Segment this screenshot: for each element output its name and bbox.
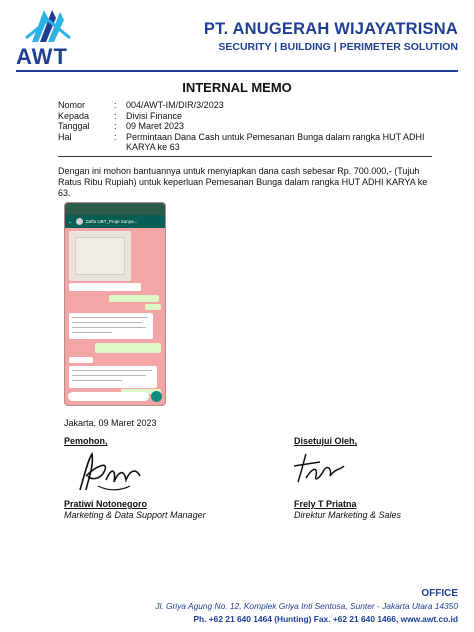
memo-title: INTERNAL MEMO xyxy=(182,80,292,95)
phone-status-bar xyxy=(65,203,165,215)
office-contact: Ph. +62 21 640 1464 (Hunting) Fax. +62 21 640 1466, www.awt.co.id xyxy=(193,614,458,624)
company-name: PT. ANUGERAH WIJAYATRISNA xyxy=(203,20,458,38)
chat-image-message xyxy=(69,231,131,281)
logo-text: AWT xyxy=(16,44,68,69)
chat-message xyxy=(109,295,159,302)
meta-label: Kepada xyxy=(58,110,90,121)
chat-header xyxy=(65,215,165,228)
approver-role: Direktur Marketing & Sales xyxy=(294,510,402,520)
memo-body: Dengan ini mohon bantuannya untuk menyiapkan dana cash sebesar Rp. 700.000,- (Tujuh Ratus Ribu Rupiah) untuk keperluan Pemesanan Bunga dalam rangka HUT ADHI KARYA ke 63. xyxy=(58,166,428,198)
flower-card-photo xyxy=(75,237,125,275)
header-divider xyxy=(16,70,458,72)
meta-label: Nomor xyxy=(58,100,86,110)
approver-signature xyxy=(290,448,350,494)
office-address: Jl. Griya Agung No. 12, Komplek Griya Inti Sentosa, Sunter - Jakarta Utara 14350 xyxy=(155,601,458,611)
chat-message xyxy=(95,343,161,353)
meta-value: Divisi Finance xyxy=(126,110,183,121)
message-input xyxy=(68,392,149,401)
meta-divider xyxy=(58,156,432,157)
avatar xyxy=(76,218,83,225)
place-date: Jakarta, 09 Maret 2023 xyxy=(64,418,157,428)
memo-meta xyxy=(58,100,428,153)
meta-row-hal: Hal : Permintaan Dana Cash untuk Pemesanan Bunga dalam rangka HUT ADHI KARYA ke 63 xyxy=(58,132,428,153)
chat-message xyxy=(69,313,153,339)
chat-title: Daftu UBT_Proje Sanya... xyxy=(85,219,138,224)
meta-row-kepada: Kepada : Divisi Finance xyxy=(58,111,428,122)
office-label: OFFICE xyxy=(421,588,458,599)
back-arrow-icon: ← xyxy=(68,219,73,224)
requester-name: Pratiwi Notonegoro xyxy=(64,499,147,509)
requester-signature xyxy=(70,446,150,500)
approver-name: Frely T Priatna xyxy=(294,499,357,509)
meta-value: 004/AWT-IM/DIR/3/2023 xyxy=(126,100,224,110)
requester-role: Marketing & Data Support Manager xyxy=(64,510,206,520)
chat-screenshot xyxy=(64,202,166,406)
microphone-icon xyxy=(151,391,162,402)
approver-label: Disetujui Oleh, xyxy=(294,436,358,446)
requester-label: Pemohon, xyxy=(64,436,108,446)
meta-value: Permintaan Dana Cash untuk Pemesanan Bunga dalam rangka HUT ADHI KARYA ke 63 xyxy=(126,131,425,152)
meta-value: 09 Maret 2023 xyxy=(126,121,185,131)
chat-message xyxy=(69,366,157,388)
meta-label: Tanggal xyxy=(58,121,90,131)
chat-message xyxy=(69,357,93,363)
meta-label: Hal xyxy=(58,131,72,142)
company-tagline: SECURITY | BUILDING | PERIMETER SOLUTION xyxy=(218,41,458,53)
meta-row-nomor: Nomor : 004/AWT-IM/DIR/3/2023 xyxy=(58,100,428,111)
meta-row-tanggal: Tanggal : 09 Maret 2023 xyxy=(58,121,428,132)
chat-message xyxy=(69,283,141,291)
chat-message xyxy=(145,304,161,310)
